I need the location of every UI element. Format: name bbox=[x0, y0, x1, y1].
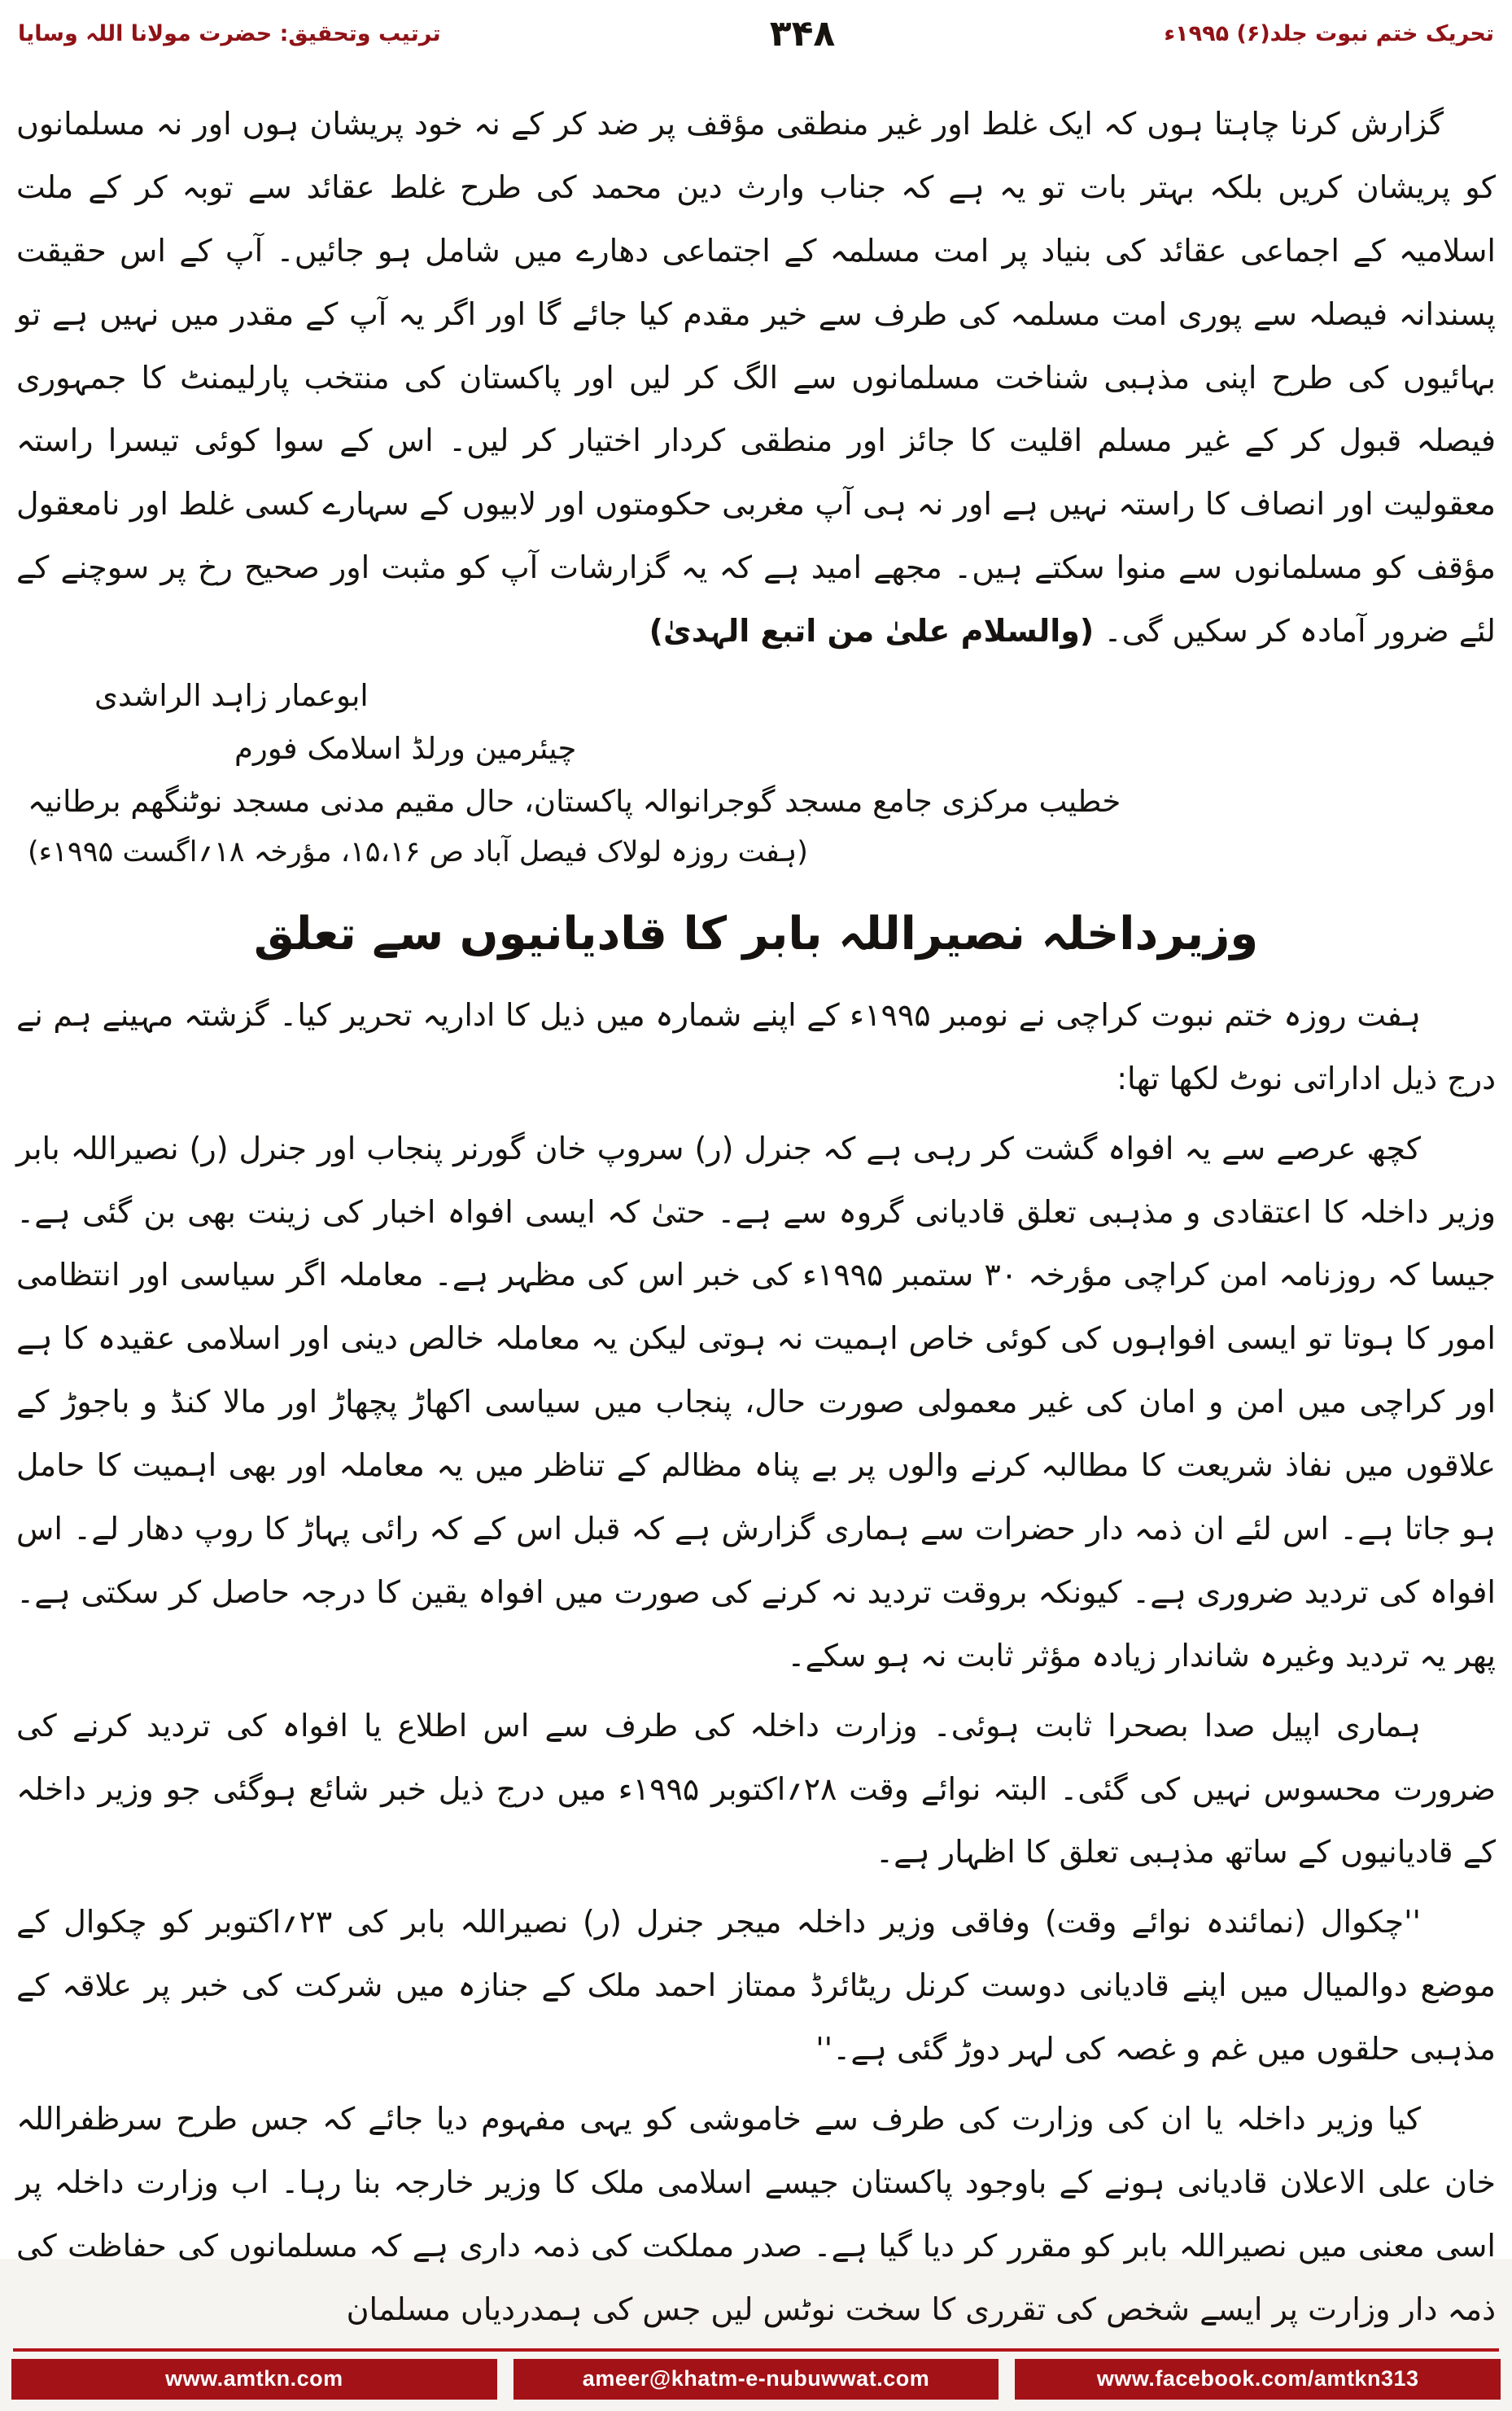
page-footer bbox=[0, 2348, 1512, 2411]
signature-source: (ہفت روزہ لولاک فیصل آباد ص ۱۵،۱۶، مؤرخہ ۱۸؍اگست ۱۹۹۵ء) bbox=[28, 836, 808, 869]
footer-bars bbox=[11, 2359, 1501, 2400]
footer-rule bbox=[13, 2348, 1499, 2352]
footer-website-url: www.amtkn.com bbox=[11, 2359, 497, 2400]
section-heading: وزیرداخلہ نصیراللہ بابر کا قادیانیوں سے تعلق bbox=[253, 907, 1259, 960]
header-book-title: تحریک ختم نبوت جلد(۶) ۱۹۹۵ء bbox=[1164, 21, 1494, 46]
page-header bbox=[0, 0, 1512, 59]
signature-name: ابوعمار زاہد الراشدی bbox=[94, 678, 369, 714]
page-body bbox=[0, 65, 1512, 2348]
paragraph-appeal: ہماری اپیل صدا بصحرا ثابت ہوئی۔ وزارت داخلہ کی طرف سے اس اطلاع یا افواہ کی تردید کرنے کی ضرورت محسوس نہیں کی گئی۔ البتہ نوائے وقت ۲۸؍اکتوبر ۱۹۹۵ء میں درج ذیل خبر شائع ہوگئی جو وزیر داخلہ کے قادیانیوں کے ساتھ مذہبی تعلق کا اظہار ہے۔ bbox=[16, 1707, 1496, 1871]
salam-text: (والسلام علیٰ من اتبع الہدیٰ) bbox=[649, 613, 1095, 650]
footer-email-address: ameer@khatm-e-nubuwwat.com bbox=[513, 2359, 999, 2400]
signature-title: چیئرمین ورلڈ اسلامک فورم bbox=[234, 730, 577, 766]
footer-facebook-url: www.facebook.com/amtkn313 bbox=[1015, 2359, 1501, 2400]
signature-role: خطیب مرکزی جامع مسجد گوجرانوالہ پاکستان، حال مقیم مدنی مسجد نوٹنگھم برطانیہ bbox=[28, 783, 1121, 819]
page-number: ۳۴۸ bbox=[769, 13, 836, 55]
paragraph-rumor: کچھ عرصے سے یہ افواہ گشت کر رہی ہے کہ جنرل (ر) سروپ خان گورنر پنجاب اور جنرل (ر) نصیراللہ بابر وزیر داخلہ کا اعتقادی و مذہبی تعلق قادیانی گروہ سے ہے۔ حتیٰ کہ ایسی افواہ اخبار کی زینت بھی بن گئی ہے۔ جیسا کہ روزنامہ امن کراچی مؤرخہ ۳۰ ستمبر ۱۹۹۵ء کی خبر اس کی مظہر ہے۔ معاملہ اگر سیاسی اور انتظامی امور کا ہوتا تو ایسی افواہوں کی کوئی خاص اہمیت نہ ہوتی لیکن یہ معاملہ خالص دینی اور اسلامی عقیدہ کا ہے اور کراچی میں امن و امان کی غیر معمولی صورت حال، پنجاب میں سیاسی اکھاڑ پچھاڑ اور مالا کنڈ و باجوڑ کے علاقوں میں نفاذ شریعت کا مطالبہ کرنے والوں پر بے پناہ مظالم کے تناظر میں یہ معاملہ اور بھی اہمیت کا حامل ہو جاتا ہے۔ اس لئے ان ذمہ دار حضرات سے ہماری گزارش ہے کہ قبل اس کے کہ رائی پہاڑ کا روپ دھار لے۔ اس افواہ کی تردید ضروری ہے۔ کیونکہ بروقت تردید نہ کرنے کی صورت میں افواہ یقین کا درجہ حاصل کر سکتی ہے۔ پھر یہ تردید وغیرہ شاندار زیادہ مؤثر ثابت نہ ہو سکے۔ bbox=[16, 1130, 1496, 1674]
paragraph-editorial-intro: ہفت روزہ ختم نبوت کراچی نے نومبر ۱۹۹۵ء کے اپنے شمارہ میں ذیل کا اداریہ تحریر کیا۔ گزشتہ مہینے ہم نے درج ذیل اداراتی نوٹ لکھا تھا: bbox=[16, 996, 1496, 1096]
header-editor-credit: ترتیب وتحقیق: حضرت مولانا اللہ وسایا bbox=[18, 21, 441, 46]
paragraph-conclusion: کیا وزیر داخلہ یا ان کی وزارت کی طرف سے خاموشی کو یہی مفہوم دیا جائے کہ جس طرح سرظفراللہ خان علی الاعلان قادیانی ہونے کے باوجود پاکستان جیسے اسلامی ملک کا وزیر خارجہ بنا رہا۔ اب وزارت داخلہ پر اسی معنی میں نصیراللہ بابر کو مقرر کر دیا گیا ہے۔ صدر مملکت کی ذمہ داری ہے کہ مسلمانوں کی حفاظت کی ذمہ دار وزارت پر ایسے شخص کی تقرری کا سخت نوٹس لیں جس کی ہمدردیاں مسلمان bbox=[16, 2101, 1496, 2327]
paragraph-quote: ''چکوال (نمائندہ نوائے وقت) وفاقی وزیر داخلہ میجر جنرل (ر) نصیراللہ بابر کی ۲۳؍اکتوبر کو چکوال کے موضع دوالمیال میں اپنے قادیانی دوست کرنل ریٹائرڈ ممتاز احمد ملک کے جنازہ میں شرکت کی خبر پر علاقہ کے مذہبی حلقوں میں غم و غصہ کی لہر دوڑ گئی ہے۔'' bbox=[16, 1904, 1496, 2068]
paragraph-intro bbox=[16, 93, 1496, 663]
signature-block bbox=[16, 670, 1496, 878]
paragraph-intro-text: گزارش کرنا چاہتا ہوں کہ ایک غلط اور غیر منطقی مؤقف پر ضد کر کے نہ خود پریشان ہوں اور نہ مسلمانوں کو پریشان کریں بلکہ بہتر بات تو یہ ہے کہ جناب وارث دین محمد کی طرح غلط عقائد سے توبہ کر کے ملت اسلامیہ کے اجماعی عقائد کی بنیاد پر امت مسلمہ کے اجتماعی دھارے میں شامل ہو جائیں۔ آپ کے اس حقیقت پسندانہ فیصلہ سے پوری امت مسلمہ کی طرف سے خیر مقدم کیا جائے گا اور اگر یہ آپ کے مقدر میں نہیں ہے تو بہائیوں کی طرح اپنی مذہبی شناخت مسلمانوں سے الگ کر لیں اور پاکستان کی منتخب پارلیمنٹ کا جمہوری فیصلہ قبول کر کے غیر مسلم اقلیت کا جائز اور منطقی کردار اختیار کر لیں۔ اس کے سوا کوئی تیسرا راستہ معقولیت اور انصاف کا راستہ نہیں ہے اور نہ ہی آپ مغربی حکومتوں اور لابیوں کے سہارے کسی غلط اور نامعقول مؤقف کو مسلمانوں سے منوا سکتے ہیں۔ مجھے امید ہے کہ یہ گزارشات آپ کو مثبت اور صحیح رخ پر سوچنے کے لئے ضرور آمادہ کر سکیں گی۔ bbox=[16, 106, 1496, 650]
